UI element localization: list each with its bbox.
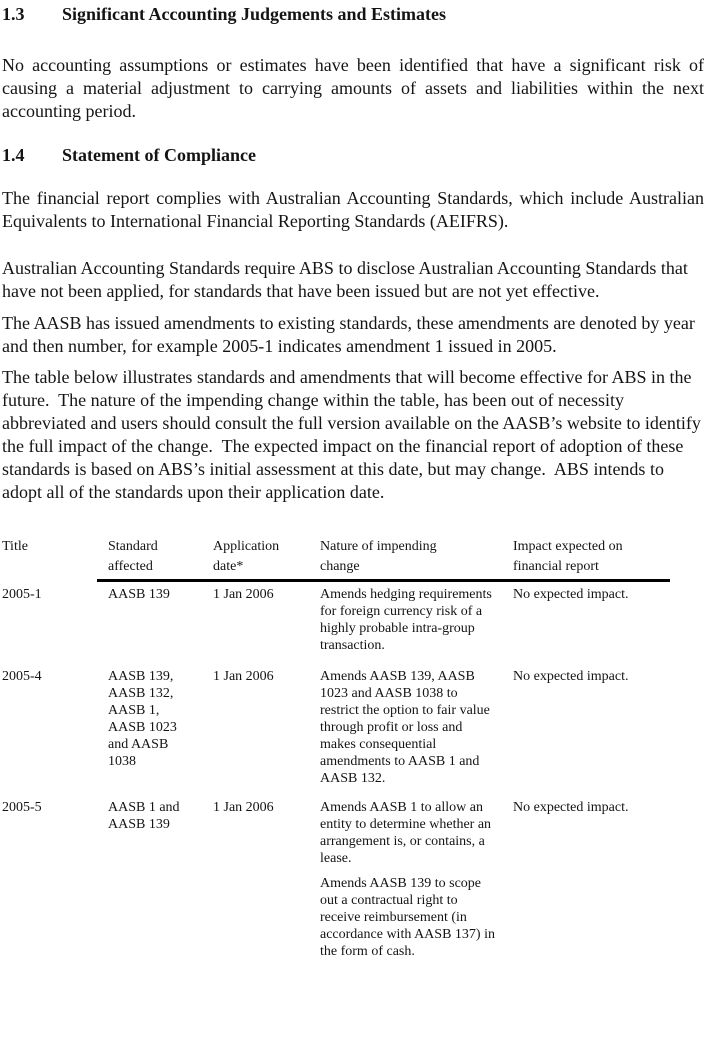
section-number: 1.4 — [2, 145, 25, 165]
cell-impact: No expected impact. — [513, 800, 629, 815]
cell-standard-affected: AASB 139 — [108, 587, 170, 602]
cell-application-date: 1 Jan 2006 — [213, 669, 274, 684]
cell-title: 2005-5 — [2, 800, 42, 815]
cell-nature-of-change: Amends hedging requirements for foreign currency risk of a highly probable intra-group transaction. — [320, 587, 492, 653]
paragraph-disclosure: Australian Accounting Standards require ABS to disclose Australian Accounting Standards that have not been applied, for standards that have been issued but are not yet effective. — [2, 258, 693, 301]
table-row-2005-1 — [2, 586, 704, 654]
section-number: 1.3 — [2, 4, 25, 24]
cell-standard-affected: AASB 1 and AASB 139 — [108, 800, 180, 832]
section-title: Significant Accounting Judgements and Estimates — [62, 4, 447, 24]
cell-nature-of-change: Amends AASB 139, AASB 1023 and AASB 1038 to restrict the option to fair value through profit or loss and makes consequential amendments to AASB 1 and AASB 132. — [320, 669, 490, 786]
header-cell-impact: Impact expected on financial report — [513, 539, 623, 574]
table-header-rule — [97, 579, 670, 582]
standards-table — [2, 537, 704, 960]
table-row-2005-4 — [2, 668, 704, 787]
paragraph-judgements: No accounting assumptions or estimates have been identified that have a significant risk of causing a material adjustment to carrying amounts of assets and liabilities within the next accounting period. — [2, 55, 704, 121]
paragraph-compliance: The financial report complies with Australian Accounting Standards, which include Australian Equivalents to International Financial Reporting Standards (AEIFRS). — [2, 188, 704, 231]
paragraph-amendments: The AASB has issued amendments to existing standards, these amendments are denoted by year and then number, for example 2005-1 indicates amendment 1 issued in 2005. — [2, 313, 700, 356]
header-cell-standard-affected: Standard affected — [108, 539, 158, 574]
section-heading-1-4 — [2, 144, 704, 166]
section-heading-1-3 — [2, 3, 704, 25]
table-row-2005-5 — [2, 799, 704, 960]
header-cell-title: Title — [2, 539, 28, 554]
section-title: Statement of Compliance — [62, 145, 256, 165]
cell-title: 2005-4 — [2, 669, 42, 684]
cell-application-date: 1 Jan 2006 — [213, 587, 274, 602]
cell-application-date: 1 Jan 2006 — [213, 800, 274, 815]
table-header-row — [2, 537, 704, 577]
header-cell-nature-of-change: Nature of impending change — [320, 539, 437, 574]
header-cell-application-date: Application date* — [213, 539, 280, 574]
cell-standard-affected: AASB 139, AASB 132, AASB 1, AASB 1023 and AASB 1038 — [108, 669, 177, 769]
cell-nature-of-change: Amends AASB 1 to allow an entity to determine whether an arrangement is, or contains, a lease. Amends AASB 139 to scope out a contractual right to receive reimbursement (in accordance with AASB 137) in the form of cash. — [320, 800, 495, 959]
cell-title: 2005-1 — [2, 587, 42, 602]
cell-impact: No expected impact. — [513, 669, 629, 684]
cell-impact: No expected impact. — [513, 587, 629, 602]
paragraph-table-intro: The table below illustrates standards and amendments that will become effective for ABS in the future. The nature of the impending change within the table, has been out of necessity abbreviated and users should consult the full version available on the AASB’s website to identify the full impact of the change. The expected impact on the financial report of adoption of these standards is based on ABS’s initial assessment at this date, but may change. ABS intends to adopt all of the standards upon their application date. — [2, 367, 706, 502]
